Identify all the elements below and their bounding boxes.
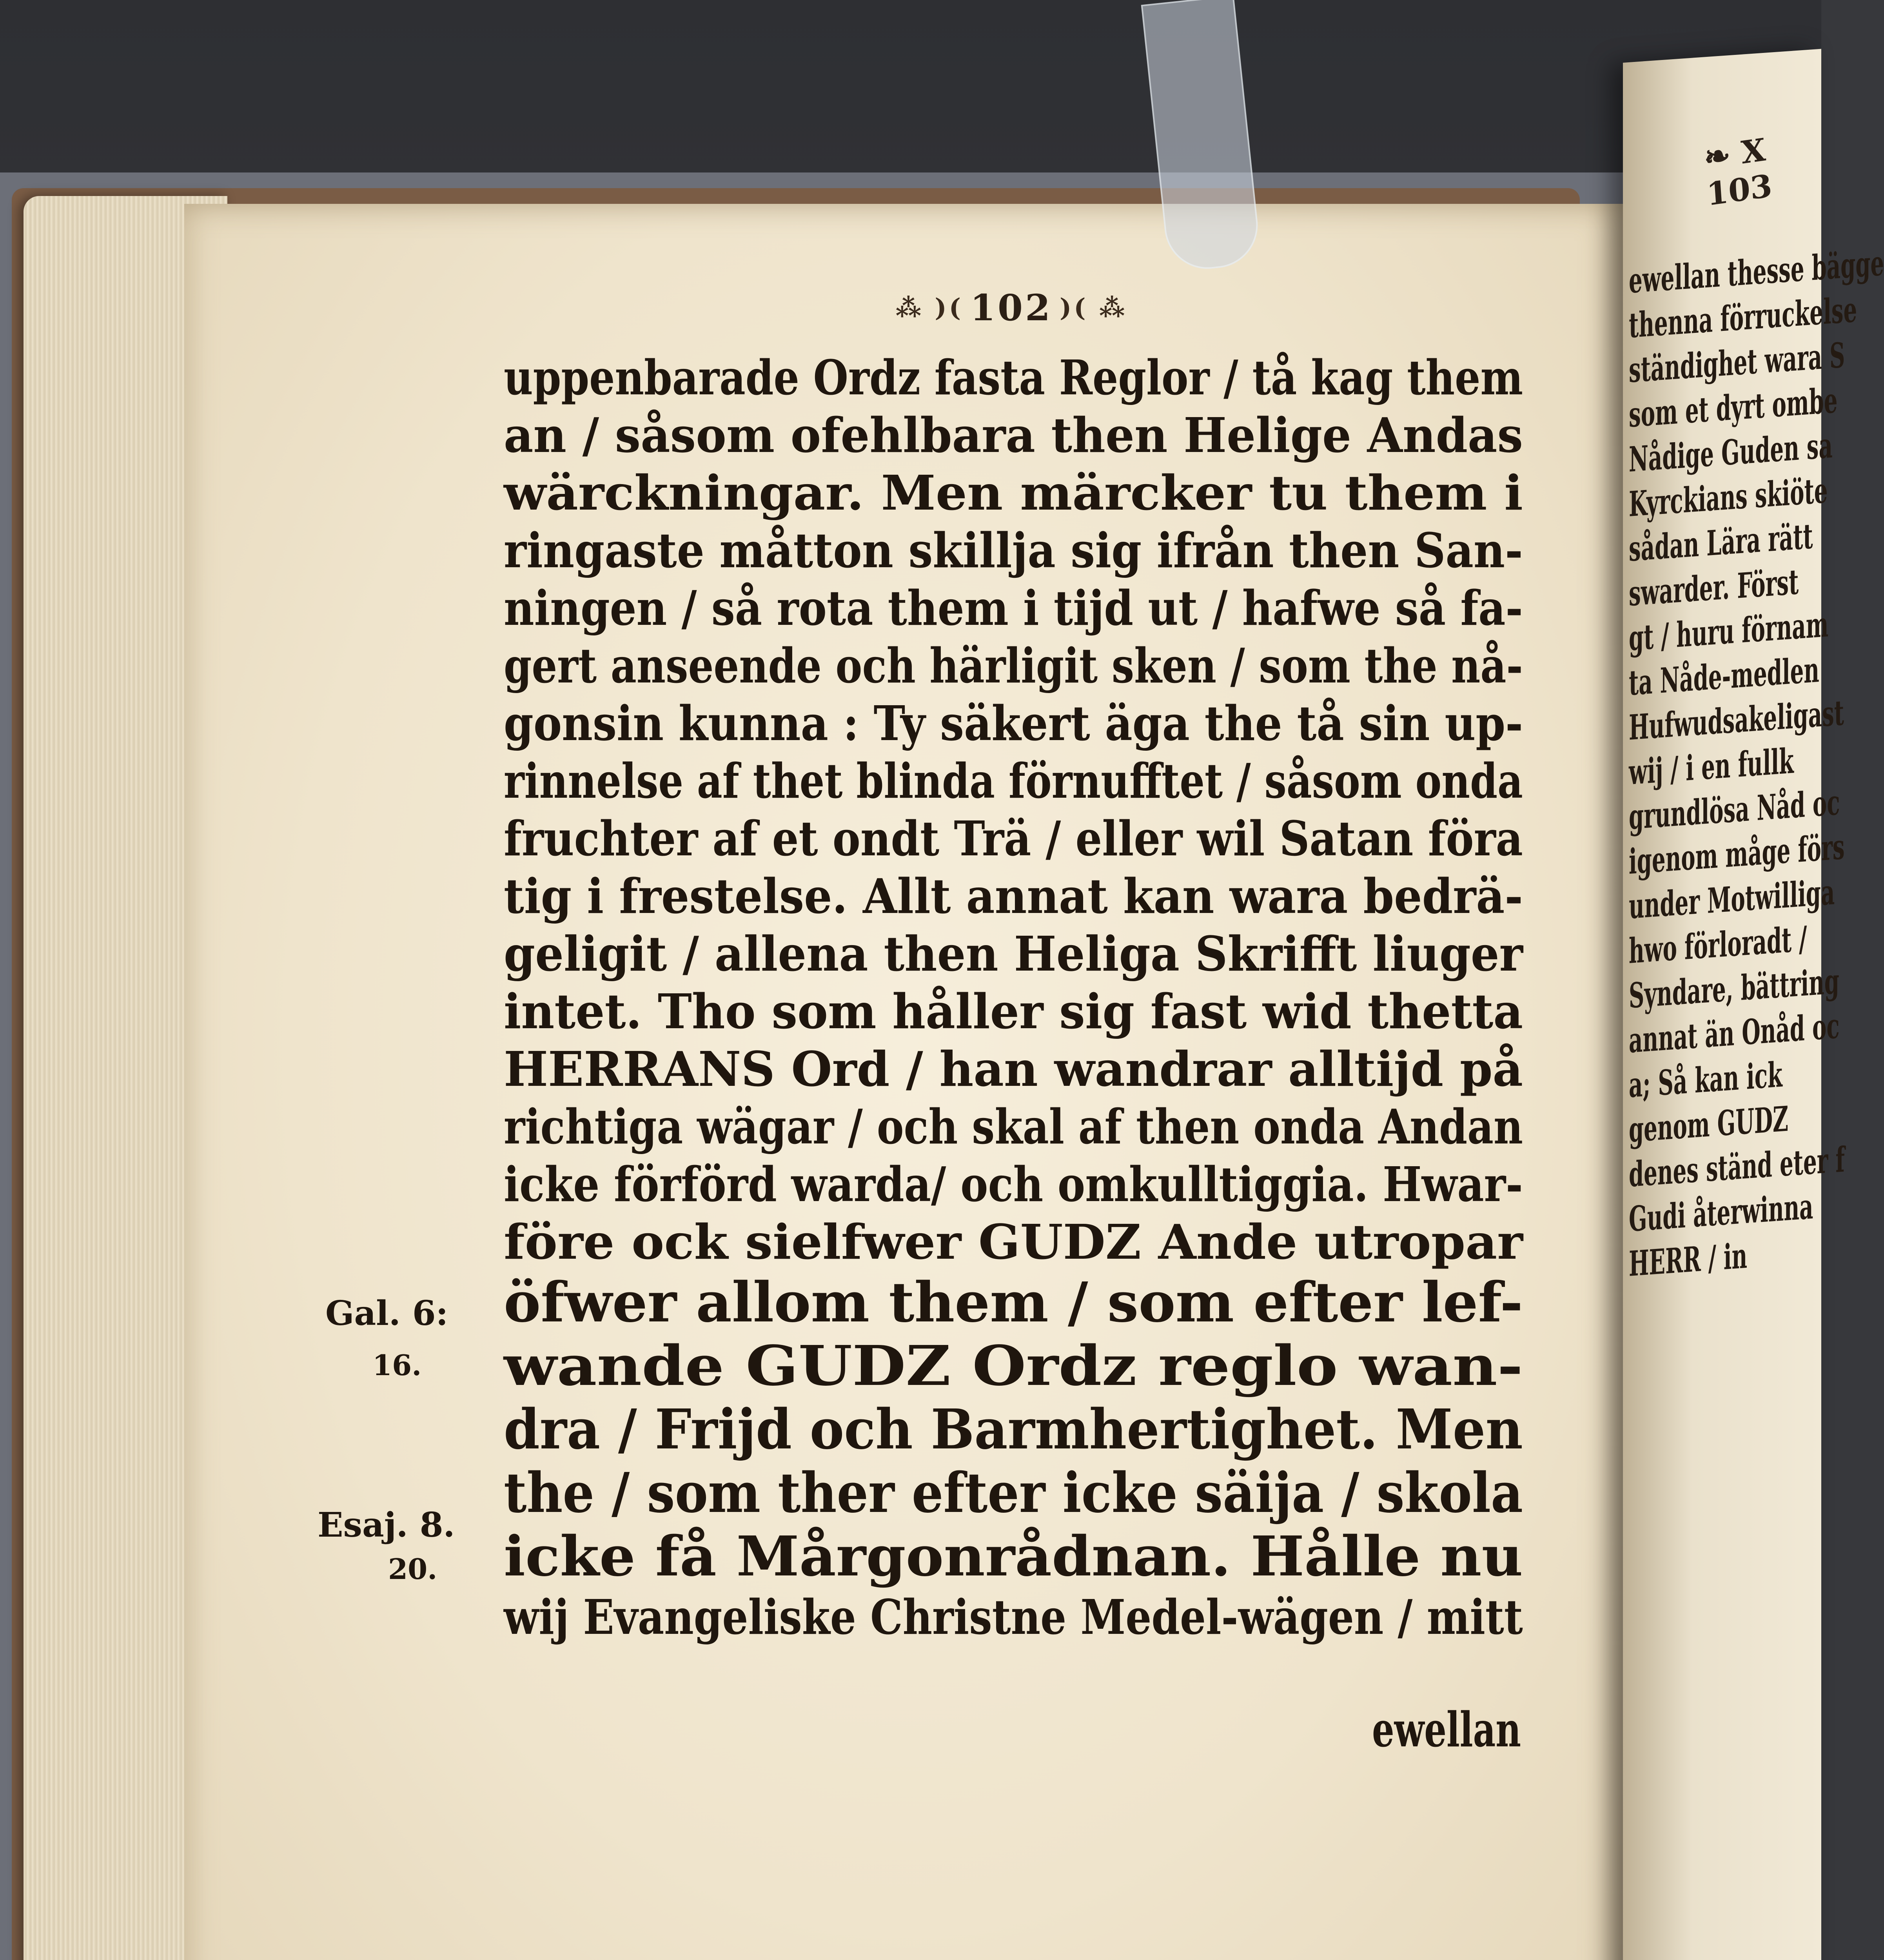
margin-reference-verse: 20.	[388, 1552, 437, 1586]
facing-text-line: denes ständ eter f	[1629, 1139, 1845, 1195]
facing-text-line: igenom måge förs	[1629, 826, 1845, 882]
running-header	[839, 282, 1184, 333]
text-line-large: öfwer allom them / som efter lef-	[504, 1270, 1523, 1335]
text-line-large: dra / Frijd och Barmhertighet. Men	[504, 1397, 1523, 1462]
facing-page-text	[1629, 242, 1884, 1286]
facing-text-line: hwo förloradt /	[1629, 918, 1807, 971]
margin-reference: Esaj. 8.	[318, 1505, 455, 1545]
facing-text-line: som et dyrt ombe	[1629, 379, 1838, 435]
facing-text-line: Kyrckians skiöte	[1629, 470, 1828, 524]
text-line: intet. Tho som håller sig fast wid thetta	[504, 983, 1523, 1040]
facing-text-line: ewellan thesse bägge	[1629, 242, 1884, 301]
text-line: fruchter af et ondt Trä / eller wil Satan föra	[504, 810, 1523, 867]
text-line: HERRANS Ord / han wandrar alltijd på	[504, 1041, 1523, 1097]
facing-text-line: HERR / in	[1629, 1235, 1748, 1284]
text-line: wij Evangeliske Christne Medel-wägen / mitt	[504, 1589, 1523, 1645]
text-line: geligit / allena then Heliga Skrifft liuger	[504, 926, 1523, 982]
text-line: före ock sielfwer GUDZ Ande utropar	[504, 1214, 1523, 1270]
ornament-right: )( ⁂	[1060, 293, 1127, 323]
text-line: tig i frestelse. Allt annat kan wara bedrä-	[504, 868, 1523, 924]
facing-page	[1623, 49, 1884, 1960]
text-line: icke förförd warda/ och omkulltiggia. Hwar-	[504, 1156, 1523, 1212]
text-line: uppenbarade Ordz fasta Reglor / tå kag them	[504, 349, 1523, 406]
facing-text-line: wij / i en fullk	[1629, 740, 1794, 793]
facing-text-line: gt / huru förnam	[1629, 604, 1829, 659]
facing-text-line: annat än Onåd oc	[1629, 1005, 1840, 1061]
facing-page-header: ❧ X 103	[1702, 131, 1773, 213]
facing-text-line: ständighet wara S	[1629, 334, 1845, 390]
text-line: gert anseende och härligit sken / som the nå-	[504, 637, 1523, 694]
text-line: richtiga wägar / och skal af then onda Andan	[504, 1098, 1523, 1155]
catchword: ewellan	[1372, 1701, 1521, 1758]
body-text	[504, 349, 1523, 1646]
margin-reference: Gal. 6:	[325, 1294, 448, 1333]
facing-text-line: genom GUDZ	[1629, 1098, 1788, 1150]
facing-text-line: Hufwudsakeligast	[1629, 692, 1844, 748]
text-line-large: the / som ther efter icke säija / skola	[504, 1461, 1523, 1525]
text-line-large: icke få Mårgonrådnan. Hålle nu	[504, 1524, 1523, 1589]
facing-text-line: thenna förruckelse	[1629, 289, 1857, 346]
text-line: gonsin kunna : Ty säkert äga the tå sin up-	[504, 695, 1523, 751]
facing-text-line: a; Så kan ick	[1629, 1054, 1782, 1105]
facing-text-line: under Motwilliga	[1629, 871, 1835, 927]
facing-text-line: Syndare, bättring	[1629, 960, 1839, 1016]
page-number: 102	[970, 287, 1053, 329]
facing-text-line: Gudi återwinna	[1629, 1186, 1813, 1240]
ornament-left: ⁂ )(	[895, 293, 963, 323]
text-line-large: wande GUDZ Ordz reglo wan-	[504, 1334, 1523, 1398]
facing-text-line: swarder. Först	[1629, 561, 1799, 614]
text-line: an / såsom ofehlbara then Helige Andas	[504, 407, 1523, 463]
facing-text-line: grundlösa Nåd oc	[1629, 782, 1840, 837]
text-line: rinnelse af thet blinda förnufftet / såsom onda	[504, 753, 1523, 809]
facing-text-line: ta Nåde-medlen	[1629, 649, 1819, 703]
text-line: ningen / så rota them i tijd ut / hafwe så fa-	[504, 580, 1523, 636]
text-line: wärckningar. Men märcker tu them i	[504, 465, 1523, 521]
margin-reference-verse: 16.	[372, 1348, 422, 1382]
facing-text-line: Nådige Guden sa	[1629, 425, 1833, 480]
text-line: ringaste måtton skillja sig ifrån then San-	[504, 522, 1523, 579]
facing-text-line: sådan Lära rätt	[1629, 515, 1813, 569]
